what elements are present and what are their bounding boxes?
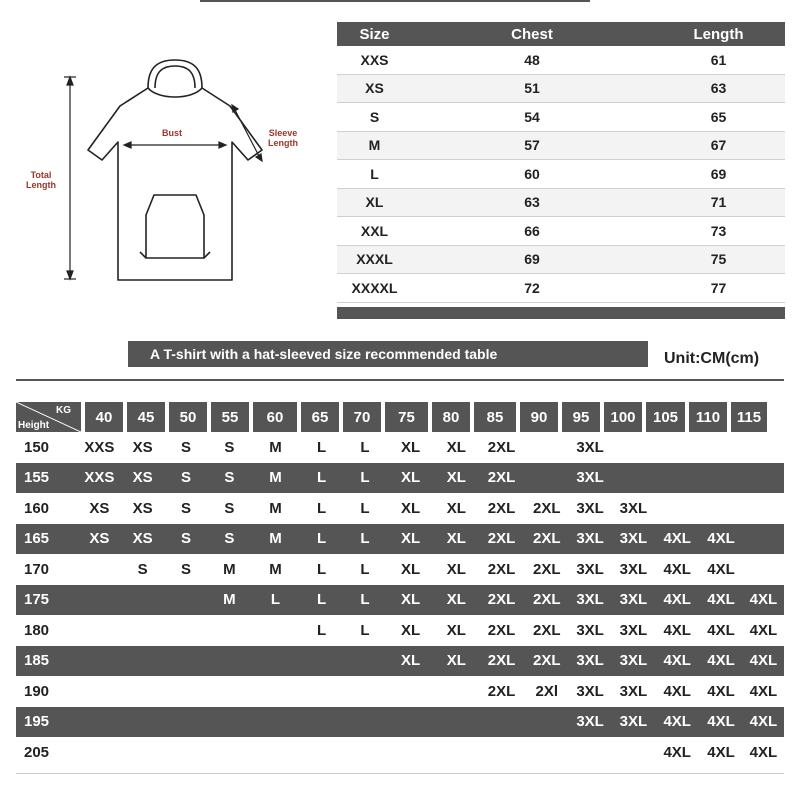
size-recommendation-cell: 3XL: [576, 438, 604, 456]
size-recommendation-cell: 2XL: [487, 621, 516, 639]
size-recommendation-cell: XL: [446, 621, 466, 639]
length-cell: 61: [710, 51, 727, 68]
size-recommendation-cell: XL: [446, 591, 466, 609]
grid-row: [16, 432, 784, 463]
size-recommendation-cell: 3XL: [619, 560, 648, 578]
size-recommendation-cell: 4XL: [707, 713, 735, 731]
size-recommendation-cell: 4XL: [707, 652, 735, 670]
size-chart-row: [337, 132, 785, 161]
size-chart-table: [337, 22, 785, 319]
size-recommendation-cell: L: [360, 469, 370, 487]
size-recommendation-cell: XS: [89, 530, 110, 548]
grid-row: [16, 707, 784, 738]
size-cell: XXL: [360, 222, 389, 239]
size-recommendation-cell: XL: [446, 560, 466, 578]
chest-cell: 48: [524, 51, 540, 68]
size-recommendation-cell: S: [181, 560, 192, 578]
size-recommendation-cell: L: [317, 438, 327, 456]
size-recommendation-cell: L: [360, 438, 370, 456]
size-cell: L: [370, 165, 379, 182]
bottom-strip: [16, 773, 784, 800]
weight-header-cell: 110: [685, 402, 727, 432]
size-recommendation-cell: XL: [401, 591, 421, 609]
length-cell: 73: [710, 222, 727, 239]
size-recommendation-cell: M: [269, 560, 282, 578]
size-recommendation-cell: 4XL: [707, 591, 735, 609]
chest-cell: 69: [524, 251, 540, 268]
size-recommendation-cell: XL: [401, 438, 421, 456]
size-recommendation-cell: L: [317, 530, 327, 548]
size-recommendation-cell: 4XL: [749, 652, 778, 670]
height-axis-label: Height: [18, 420, 50, 431]
grid-corner-cell: [16, 402, 81, 432]
height-cell: 160: [24, 499, 50, 517]
size-recommendation-cell: XL: [401, 499, 421, 517]
length-cell: 75: [710, 251, 727, 268]
length-cell: 77: [710, 279, 727, 296]
size-chart-row: [337, 103, 785, 132]
size-recommendation-cell: XL: [401, 560, 421, 578]
weight-header-cell: 55: [207, 402, 249, 432]
size-recommendation-cell: 4XL: [663, 652, 691, 670]
sleeve-length-label: Sleeve Length: [268, 128, 298, 148]
size-recommendation-cell: XL: [446, 438, 466, 456]
size-recommendation-cell: 3XL: [619, 713, 648, 731]
size-recommendation-cell: 2XL: [532, 652, 561, 670]
hoodie-diagram: [20, 40, 310, 310]
size-recommendation-cell: XL: [446, 499, 466, 517]
size-recommendation-cell: L: [360, 591, 370, 609]
grid-row: [16, 615, 784, 646]
size-recommendation-cell: 4XL: [707, 560, 735, 578]
weight-header-cell: 100: [600, 402, 642, 432]
size-recommendation-cell: 4XL: [663, 743, 691, 761]
weight-header-cell: 80: [428, 402, 470, 432]
size-chart-row: [337, 160, 785, 189]
size-recommendation-cell: S: [181, 530, 192, 548]
size-recommendation-cell: XS: [132, 438, 153, 456]
header-length: Length: [693, 25, 744, 43]
chest-cell: 63: [524, 194, 540, 211]
height-cell: 170: [24, 560, 50, 578]
height-cell: 185: [24, 652, 50, 670]
table-caption: A T-shirt with a hat-sleeved size recommended table: [128, 341, 648, 367]
size-recommendation-cell: 4XL: [749, 621, 778, 639]
size-recommendation-cell: XXS: [84, 438, 115, 456]
size-recommendation-cell: 4XL: [749, 682, 778, 700]
size-recommendation-cell: 2XL: [487, 591, 516, 609]
grid-row: [16, 676, 784, 707]
size-recommendation-cell: 3XL: [619, 499, 648, 517]
size-recommendation-cell: 4XL: [663, 560, 691, 578]
size-chart-row: [337, 217, 785, 246]
height-cell: 175: [24, 591, 50, 609]
weight-header-cell: 45: [123, 402, 165, 432]
size-recommendation-cell: XS: [132, 499, 153, 517]
height-cell: 180: [24, 621, 50, 639]
weight-header-cell: 115: [727, 402, 767, 432]
size-recommendation-cell: 2XL: [487, 682, 516, 700]
height-cell: 150: [24, 438, 50, 456]
chest-cell: 51: [524, 80, 540, 97]
size-recommendation-cell: 3XL: [619, 591, 648, 609]
grid-row: [16, 737, 784, 768]
size-recommendation-cell: 2XL: [487, 499, 516, 517]
header-size: Size: [359, 25, 390, 43]
size-recommendation-cell: M: [269, 438, 282, 456]
size-cell: XXS: [360, 51, 389, 68]
weight-header-cell: 85: [470, 402, 516, 432]
chest-cell: 60: [524, 165, 540, 182]
size-cell: XXXL: [356, 251, 393, 268]
size-recommendation-cell: L: [360, 499, 370, 517]
size-recommendation-cell: XS: [89, 499, 110, 517]
size-recommendation-cell: XL: [401, 530, 421, 548]
size-recommendation-cell: XL: [401, 621, 421, 639]
size-recommendation-cell: S: [181, 499, 192, 517]
grid-row: [16, 463, 784, 494]
size-recommendation-cell: 2XL: [532, 560, 561, 578]
size-recommendation-cell: L: [360, 530, 370, 548]
kg-axis-label: KG: [56, 405, 71, 416]
size-chart-row: [337, 246, 785, 275]
size-recommendation-cell: S: [181, 469, 192, 487]
grid-row: [16, 493, 784, 524]
size-recommendation-cell: S: [224, 530, 235, 548]
size-recommendation-cell: 3XL: [619, 530, 648, 548]
length-cell: 71: [710, 194, 727, 211]
chest-cell: 54: [524, 108, 540, 125]
top-divider: [200, 0, 590, 2]
size-recommendation-cell: L: [360, 560, 370, 578]
size-recommendation-cell: L: [317, 469, 327, 487]
size-recommendation-cell: 4XL: [663, 713, 691, 731]
size-recommendation-cell: M: [269, 499, 282, 517]
size-recommendation-cell: 4XL: [749, 743, 778, 761]
size-recommendation-cell: 2XL: [487, 438, 516, 456]
size-chart-row: [337, 75, 785, 104]
size-recommendation-cell: 2Xl: [535, 682, 558, 700]
unit-label: Unit:CM(cm): [664, 350, 760, 367]
size-recommendation-cell: 3XL: [619, 652, 648, 670]
weight-header-cell: 70: [339, 402, 381, 432]
size-recommendation-cell: 4XL: [663, 682, 691, 700]
weight-header-cell: 75: [381, 402, 428, 432]
size-recommendation-cell: 2XL: [487, 469, 516, 487]
size-recommendation-cell: 4XL: [707, 530, 735, 548]
size-recommendation-cell: 4XL: [749, 591, 778, 609]
height-cell: 195: [24, 713, 50, 731]
chest-cell: 57: [524, 137, 540, 154]
weight-header-cell: 40: [81, 402, 123, 432]
size-recommendation-cell: 2XL: [487, 530, 516, 548]
size-recommendation-cell: 2XL: [487, 652, 516, 670]
size-recommendation-cell: 2XL: [487, 560, 516, 578]
height-cell: 190: [24, 682, 50, 700]
size-cell: XL: [365, 194, 384, 211]
bust-label: Bust: [162, 128, 182, 138]
weight-header-cell: 50: [165, 402, 207, 432]
size-recommendation-cell: 3XL: [576, 682, 604, 700]
weight-header-cell: 65: [297, 402, 339, 432]
weight-header-cell: 95: [558, 402, 600, 432]
grid-header: [16, 402, 784, 432]
size-cell: XS: [365, 80, 384, 97]
section-divider: [16, 379, 784, 381]
size-cell: XXXXL: [351, 279, 398, 296]
size-recommendation-cell: XS: [132, 469, 153, 487]
size-recommendation-cell: 3XL: [619, 682, 648, 700]
size-recommendation-cell: 2XL: [532, 530, 561, 548]
size-recommendation-cell: 4XL: [663, 591, 691, 609]
size-recommendation-cell: M: [269, 469, 282, 487]
size-recommendation-cell: S: [224, 438, 235, 456]
size-chart-row: [337, 274, 785, 303]
size-recommendation-cell: 4XL: [707, 621, 735, 639]
size-recommendation-cell: 3XL: [576, 560, 604, 578]
chest-cell: 66: [524, 222, 540, 239]
weight-header-cell: 105: [642, 402, 685, 432]
height-cell: 155: [24, 469, 50, 487]
size-chart-row: [337, 189, 785, 218]
grid-row: [16, 524, 784, 555]
size-chart-footer-bar: [337, 307, 785, 319]
size-recommendation-cell: L: [317, 560, 327, 578]
length-cell: 63: [710, 80, 727, 97]
recommendation-grid: [16, 402, 784, 768]
size-recommendation-cell: S: [224, 469, 235, 487]
size-cell: S: [369, 108, 380, 125]
size-recommendation-cell: 3XL: [576, 469, 604, 487]
size-chart-row: [337, 46, 785, 75]
size-recommendation-cell: 4XL: [707, 682, 735, 700]
size-recommendation-cell: 3XL: [619, 621, 648, 639]
grid-row: [16, 554, 784, 585]
size-recommendation-cell: 3XL: [576, 652, 604, 670]
size-recommendation-cell: 2XL: [532, 621, 561, 639]
header-chest: Chest: [511, 25, 553, 43]
size-recommendation-cell: XL: [446, 530, 466, 548]
weight-header-cell: 60: [249, 402, 297, 432]
size-recommendation-cell: M: [223, 591, 236, 609]
size-recommendation-cell: S: [224, 499, 235, 517]
size-recommendation-cell: M: [223, 560, 236, 578]
size-chart-header: [337, 22, 785, 46]
size-recommendation-cell: L: [317, 591, 327, 609]
grid-row: [16, 585, 784, 616]
size-recommendation-cell: 4XL: [707, 743, 735, 761]
size-recommendation-cell: 4XL: [749, 713, 778, 731]
size-recommendation-cell: 3XL: [576, 499, 604, 517]
size-recommendation-cell: M: [269, 530, 282, 548]
grid-body: [16, 432, 784, 768]
size-recommendation-cell: XL: [401, 469, 421, 487]
height-cell: 205: [24, 743, 50, 761]
length-cell: 69: [710, 165, 727, 182]
size-recommendation-cell: L: [360, 621, 370, 639]
weight-header-cell: 90: [516, 402, 558, 432]
size-recommendation-cell: 3XL: [576, 591, 604, 609]
size-recommendation-cell: L: [317, 499, 327, 517]
length-cell: 67: [710, 137, 727, 154]
size-recommendation-cell: S: [181, 438, 192, 456]
grid-row: [16, 646, 784, 677]
size-recommendation-cell: XXS: [84, 469, 115, 487]
size-recommendation-cell: L: [317, 621, 327, 639]
size-recommendation-cell: XL: [446, 469, 466, 487]
size-recommendation-cell: XS: [132, 530, 153, 548]
size-chart-body: [337, 46, 785, 303]
size-recommendation-cell: 2XL: [532, 499, 561, 517]
size-recommendation-cell: XL: [401, 652, 421, 670]
hoodie-outline-icon: [20, 40, 310, 310]
size-cell: M: [368, 137, 381, 154]
size-recommendation-cell: 4XL: [663, 621, 691, 639]
size-recommendation-cell: L: [270, 591, 281, 609]
size-recommendation-cell: XL: [446, 652, 466, 670]
size-recommendation-cell: 2XL: [532, 591, 561, 609]
total-length-label: Total Length: [26, 170, 56, 190]
size-recommendation-cell: 3XL: [576, 713, 604, 731]
length-cell: 65: [710, 108, 727, 125]
size-recommendation-cell: 4XL: [663, 530, 691, 548]
size-recommendation-cell: S: [137, 560, 148, 578]
size-recommendation-cell: 3XL: [576, 530, 604, 548]
height-cell: 165: [24, 530, 50, 548]
size-recommendation-cell: 3XL: [576, 621, 604, 639]
chest-cell: 72: [524, 279, 540, 296]
